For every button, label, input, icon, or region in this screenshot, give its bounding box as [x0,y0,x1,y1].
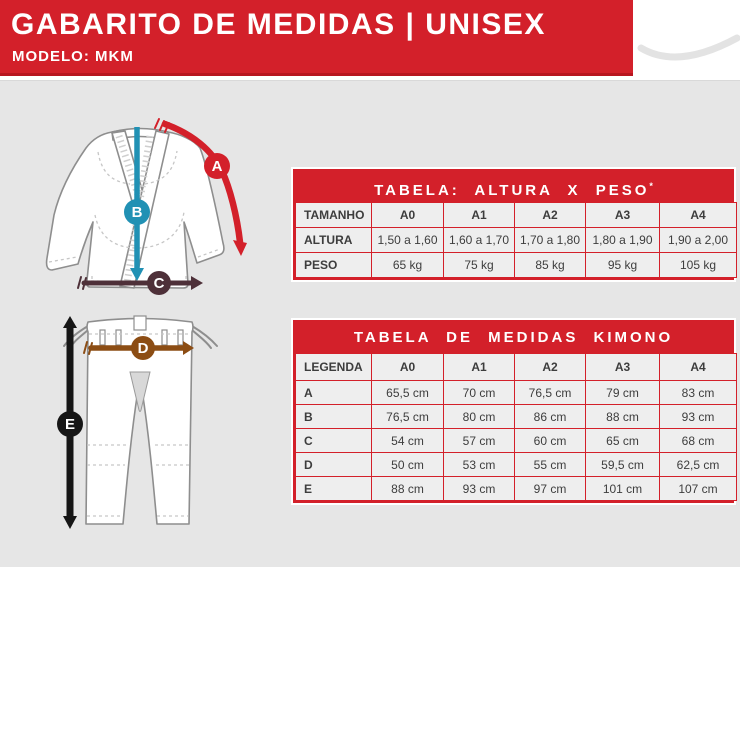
value-cell: 105 kg [660,253,737,278]
size-cell: A3 [586,354,660,381]
table-altura-peso [293,169,734,280]
value-cell: 70 cm [444,381,515,405]
value-cell: 55 cm [515,453,586,477]
row-label: C [296,429,372,453]
size-cell: A0 [372,203,444,228]
row-label: TAMANHO [296,203,372,228]
value-cell: 62,5 cm [660,453,737,477]
decorative-swoosh [633,0,740,76]
swoosh-curve [641,38,737,57]
value-cell: 68 cm [660,429,737,453]
value-cell: 50 cm [372,453,444,477]
value-cell: 65,5 cm [372,381,444,405]
value-cell: 86 cm [515,405,586,429]
row-label: A [296,381,372,405]
pants-drawstring-right [192,326,217,348]
model-label: MODELO: MKM [12,48,134,65]
table-altura-peso-title: TABELA: ALTURA X PESO* [295,171,732,202]
row-label: B [296,405,372,429]
measure-arrow-e-head-bottom [63,516,77,529]
pants-waist-tag [134,316,146,330]
measure-arrow-e-head-top [63,316,77,328]
measure-arrow-c-head [191,276,203,290]
measure-marker-b-label: B [131,204,143,221]
size-cell: A4 [660,354,737,381]
size-cell: A2 [515,203,586,228]
measure-marker-d-label: D [137,340,149,357]
value-cell: 85 kg [515,253,586,278]
value-cell: 83 cm [660,381,737,405]
size-cell: A0 [372,354,444,381]
value-cell: 1,70 a 1,80 [515,228,586,253]
value-cell: 76,5 cm [515,381,586,405]
table-row [296,228,737,253]
value-cell: 60 cm [515,429,586,453]
value-cell: 57 cm [444,429,515,453]
value-cell: 59,5 cm [586,453,660,477]
value-cell: 54 cm [372,429,444,453]
size-cell: A2 [515,354,586,381]
value-cell: 88 cm [586,405,660,429]
size-cell: A4 [660,203,737,228]
value-cell: 79 cm [586,381,660,405]
row-label: ALTURA [296,228,372,253]
row-label: D [296,453,372,477]
size-cell: A3 [586,203,660,228]
value-cell: 95 kg [586,253,660,278]
table-row [296,253,737,278]
size-cell: A1 [444,354,515,381]
value-cell: 1,60 a 1,70 [444,228,515,253]
table-medidas-kimono [293,320,734,503]
value-cell: 80 cm [444,405,515,429]
value-cell: 1,80 a 1,90 [586,228,660,253]
value-cell: 53 cm [444,453,515,477]
measure-marker-c-label: C [153,275,165,292]
table-row [296,405,737,429]
measure-arrow-a-head [233,240,247,256]
header-banner [0,0,633,76]
value-cell: 101 cm [586,477,660,501]
table-medidas-kimono-title: TABELA DE MEDIDAS KIMONO [295,322,732,353]
kimono-measure-diagram [0,80,290,567]
size-cell: A1 [444,203,515,228]
value-cell: 65 cm [586,429,660,453]
table-row [296,354,737,381]
table-row [296,203,737,228]
value-cell: 93 cm [660,405,737,429]
row-label: E [296,477,372,501]
measure-marker-a-label: A [211,158,223,175]
page-title: GABARITO DE MEDIDAS | UNISEX [11,8,546,41]
table-medidas-kimono-grid [295,353,737,501]
table-row [296,429,737,453]
row-label: LEGENDA [296,354,372,381]
value-cell: 107 cm [660,477,737,501]
value-cell: 97 cm [515,477,586,501]
value-cell: 65 kg [372,253,444,278]
table-row [296,453,737,477]
table-altura-peso-grid [295,202,737,278]
value-cell: 1,90 a 2,00 [660,228,737,253]
value-cell: 93 cm [444,477,515,501]
footnote-mark: * [649,181,653,191]
row-label: PESO [296,253,372,278]
value-cell: 76,5 cm [372,405,444,429]
value-cell: 88 cm [372,477,444,501]
table-row [296,477,737,501]
value-cell: 1,50 a 1,60 [372,228,444,253]
table-row [296,381,737,405]
value-cell: 75 kg [444,253,515,278]
measure-marker-e-label: E [64,416,76,433]
